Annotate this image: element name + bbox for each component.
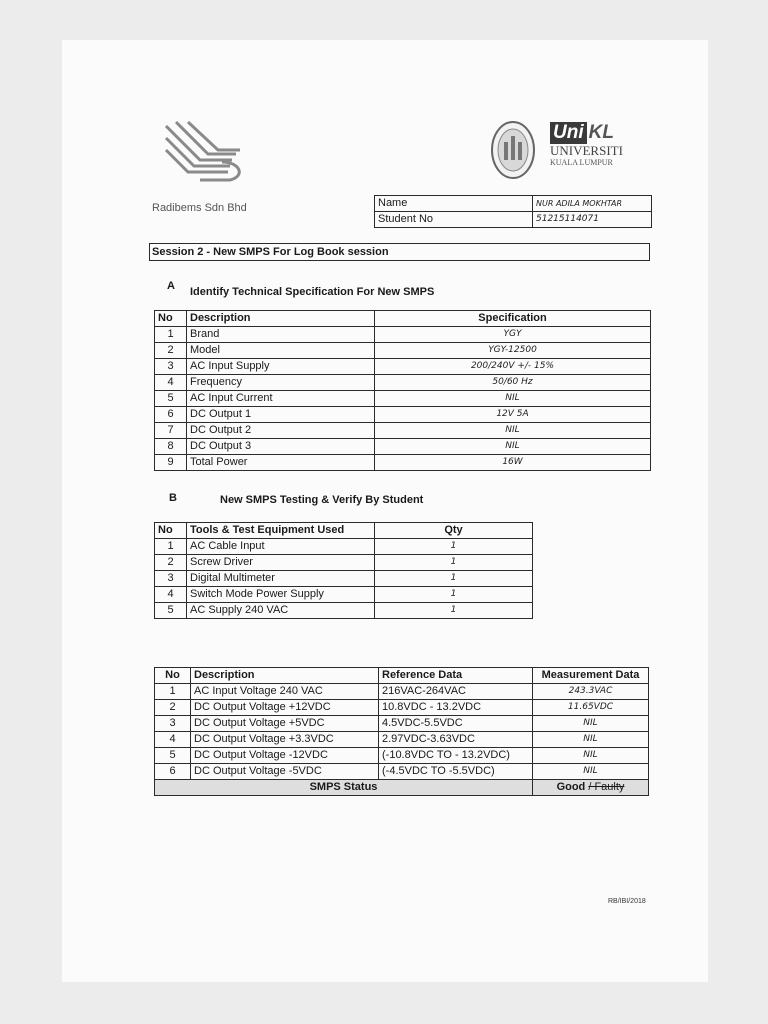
row-item: Digital Multimeter (187, 571, 375, 587)
tools-header-row (155, 523, 533, 539)
radibems-logo (160, 118, 250, 188)
row-specification: YGY-12500 (375, 343, 651, 359)
row-no: 9 (155, 455, 187, 471)
row-specification: 16W (375, 455, 651, 471)
name-value: NUR ADILA MOKHTAR (533, 196, 652, 212)
table-row (155, 732, 649, 748)
row-no: 4 (155, 375, 187, 391)
student-no-row (375, 212, 652, 228)
row-item: AC Cable Input (187, 539, 375, 555)
row-no: 5 (155, 603, 187, 619)
row-specification: NIL (375, 439, 651, 455)
table-row (155, 455, 651, 471)
table-row (155, 327, 651, 343)
row-measurement: 11.65VDC (533, 700, 649, 716)
row-no: 8 (155, 439, 187, 455)
student-info-table (374, 195, 652, 228)
company-name: Radibems Sdn Bhd (152, 202, 247, 214)
table-row (155, 407, 651, 423)
row-specification: NIL (375, 391, 651, 407)
row-description: Model (187, 343, 375, 359)
spec-col-specification: Specification (375, 311, 651, 327)
name-label: Name (375, 196, 533, 212)
table-row (155, 587, 533, 603)
row-reference: (-4.5VDC TO -5.5VDC) (379, 764, 533, 780)
row-measurement: NIL (533, 732, 649, 748)
table-row (155, 764, 649, 780)
measurement-header-row (155, 668, 649, 684)
row-specification: 12V 5A (375, 407, 651, 423)
row-item: Switch Mode Power Supply (187, 587, 375, 603)
row-no: 6 (155, 764, 191, 780)
form-code: RB/IBI/2018 (608, 898, 646, 905)
unikl-name: UNIVERSITI (550, 143, 623, 158)
name-row (375, 196, 652, 212)
row-no: 1 (155, 684, 191, 700)
row-description: DC Output Voltage +12VDC (191, 700, 379, 716)
table-row (155, 716, 649, 732)
status-row (155, 780, 649, 796)
spec-col-no: No (155, 311, 187, 327)
table-row (155, 375, 651, 391)
spec-table (154, 310, 651, 471)
table-row (155, 603, 533, 619)
row-measurement: NIL (533, 716, 649, 732)
table-row (155, 571, 533, 587)
table-row (155, 700, 649, 716)
tools-col-item: Tools & Test Equipment Used (187, 523, 375, 539)
table-row (155, 439, 651, 455)
section-a-letter: A (167, 280, 175, 292)
status-faulty-struck: / Faulty (588, 781, 625, 793)
table-row (155, 423, 651, 439)
row-description: DC Output Voltage +5VDC (191, 716, 379, 732)
spec-col-description: Description (187, 311, 375, 327)
session-title: Session 2 - New SMPS For Log Book session (149, 243, 650, 261)
row-description: Brand (187, 327, 375, 343)
row-description: DC Output Voltage -5VDC (191, 764, 379, 780)
row-reference: 216VAC-264VAC (379, 684, 533, 700)
row-description: AC Input Voltage 240 VAC (191, 684, 379, 700)
unikl-city: KUALA LUMPUR (550, 158, 613, 167)
measurement-table (154, 667, 649, 796)
unikl-brand-kl: KL (588, 122, 614, 143)
table-row (155, 359, 651, 375)
tools-table (154, 522, 533, 619)
row-item: AC Supply 240 VAC (187, 603, 375, 619)
tools-col-no: No (155, 523, 187, 539)
table-row (155, 539, 533, 555)
row-no: 5 (155, 391, 187, 407)
measure-col-measurement: Measurement Data (533, 668, 649, 684)
row-description: DC Output Voltage -12VDC (191, 748, 379, 764)
row-no: 2 (155, 343, 187, 359)
row-no: 7 (155, 423, 187, 439)
unikl-logo (550, 122, 623, 167)
row-reference: 10.8VDC - 13.2VDC (379, 700, 533, 716)
row-description: AC Input Supply (187, 359, 375, 375)
row-specification: NIL (375, 423, 651, 439)
table-row (155, 684, 649, 700)
row-description: DC Output Voltage +3.3VDC (191, 732, 379, 748)
section-b-title: New SMPS Testing & Verify By Student (220, 494, 424, 506)
section-a-title: Identify Technical Specification For New SMPS (190, 286, 435, 298)
row-description: DC Output 1 (187, 407, 375, 423)
tools-col-qty: Qty (375, 523, 533, 539)
status-label: SMPS Status (155, 780, 533, 796)
row-no: 4 (155, 732, 191, 748)
row-measurement: NIL (533, 764, 649, 780)
row-specification: 200/240V +/- 15% (375, 359, 651, 375)
table-row (155, 555, 533, 571)
status-value (533, 780, 649, 796)
row-no: 1 (155, 327, 187, 343)
row-reference: 4.5VDC-5.5VDC (379, 716, 533, 732)
row-measurement: 243.3VAC (533, 684, 649, 700)
row-description: Frequency (187, 375, 375, 391)
row-no: 3 (155, 571, 187, 587)
row-no: 5 (155, 748, 191, 764)
row-no: 3 (155, 716, 191, 732)
row-measurement: NIL (533, 748, 649, 764)
section-b-letter: B (169, 492, 177, 504)
row-specification: 50/60 Hz (375, 375, 651, 391)
row-no: 4 (155, 587, 187, 603)
row-no: 2 (155, 555, 187, 571)
row-description: Total Power (187, 455, 375, 471)
row-reference: (-10.8VDC TO - 13.2VDC) (379, 748, 533, 764)
row-description: DC Output 3 (187, 439, 375, 455)
table-row (155, 748, 649, 764)
row-no: 2 (155, 700, 191, 716)
student-no-label: Student No (375, 212, 533, 228)
row-qty: 1 (375, 603, 533, 619)
row-reference: 2.97VDC-3.63VDC (379, 732, 533, 748)
status-good: Good (556, 781, 586, 793)
unikl-brand-uni: Uni (550, 122, 587, 144)
measure-col-reference: Reference Data (379, 668, 533, 684)
row-qty: 1 (375, 555, 533, 571)
student-no-value: 51215114071 (533, 212, 652, 228)
document-page (62, 40, 708, 982)
spec-header-row (155, 311, 651, 327)
row-qty: 1 (375, 571, 533, 587)
measure-col-no: No (155, 668, 191, 684)
measure-col-description: Description (191, 668, 379, 684)
row-qty: 1 (375, 539, 533, 555)
row-qty: 1 (375, 587, 533, 603)
row-no: 6 (155, 407, 187, 423)
row-no: 3 (155, 359, 187, 375)
row-specification: YGY (375, 327, 651, 343)
row-item: Screw Driver (187, 555, 375, 571)
table-row (155, 343, 651, 359)
university-seal (490, 120, 536, 180)
table-row (155, 391, 651, 407)
row-no: 1 (155, 539, 187, 555)
row-description: DC Output 2 (187, 423, 375, 439)
row-description: AC Input Current (187, 391, 375, 407)
